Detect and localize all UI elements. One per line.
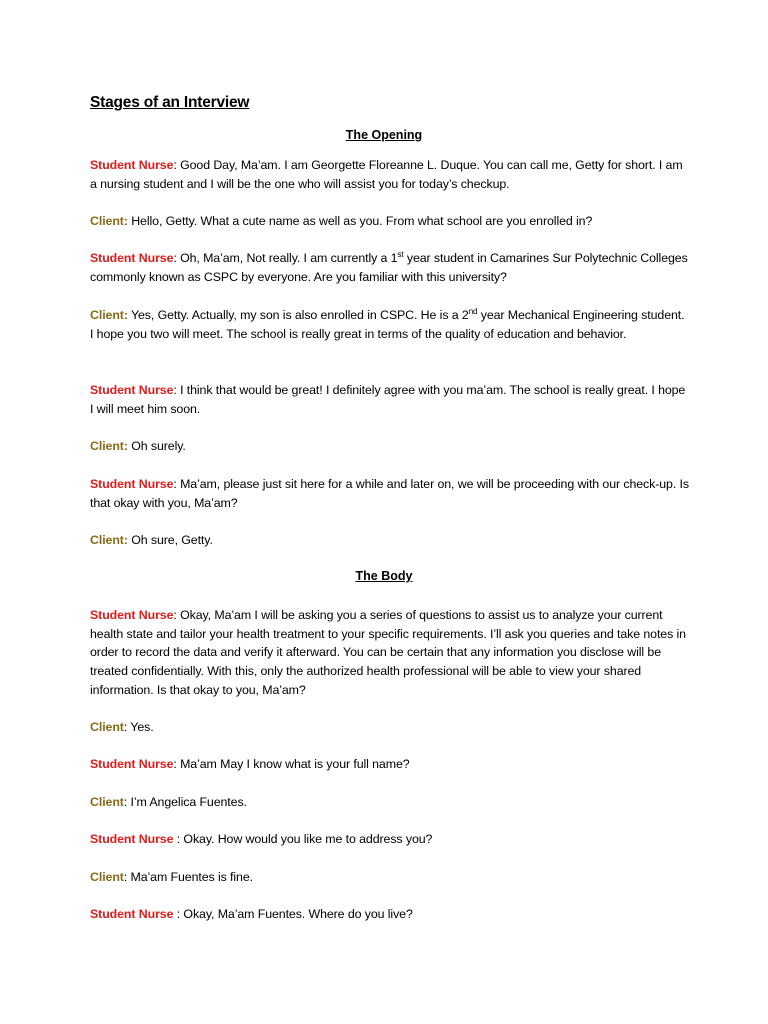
turn-text: Okay. How would you like me to address you? bbox=[180, 832, 433, 846]
speaker-label-student-nurse: Student Nurse bbox=[90, 832, 174, 846]
document-title: Stages of an Interview bbox=[90, 94, 250, 111]
turn-text: Okay, Ma’am I will be asking you a series of questions to assist us to analyze your current health state and tailor your health treatment to your specific requirements. I’ll ask you queries and take notes in order to record the data and verify it afterward. You can be certain that any information you disclose will be treated confidentially. With this, only the authorized health professional will be able to view your shared information. Is that okay to you, Ma’am? bbox=[90, 608, 686, 697]
turn-text: Yes. bbox=[127, 720, 154, 734]
speaker-label-student-nurse: Student Nurse bbox=[90, 757, 174, 771]
speaker-separator: : bbox=[123, 795, 128, 809]
dialogue-turn bbox=[90, 475, 690, 512]
dialogue-turn bbox=[90, 793, 690, 812]
speaker-label-client: Client bbox=[90, 870, 124, 884]
dialogue-turn bbox=[90, 381, 690, 418]
speaker-label-student-nurse: Student Nurse bbox=[90, 251, 174, 265]
section-heading-opening: The Opening bbox=[345, 128, 423, 142]
turn-text-continued: year Mechanical Engineering student. I hope you two will meet. The school is really great in terms of the quality of education and behavior. bbox=[90, 308, 685, 341]
dialogue-turn bbox=[90, 212, 690, 231]
turn-text: Ma’am, please just sit here for a while and later on, we will be proceeding with our check-up. Is that okay with you, Ma’am? bbox=[90, 477, 689, 510]
speaker-label-client: Client: bbox=[90, 214, 128, 228]
dialogue-turn bbox=[90, 905, 690, 924]
speaker-separator: : bbox=[173, 832, 181, 846]
speaker-separator: : bbox=[173, 158, 177, 172]
ordinal-suffix: st bbox=[397, 249, 404, 259]
dialogue-turn bbox=[90, 531, 690, 550]
turn-text: Hello, Getty. What a cute name as well as you. From what school are you enrolled in? bbox=[127, 214, 593, 228]
turn-text: Oh surely. bbox=[127, 439, 186, 453]
dialogue-turn bbox=[90, 830, 690, 849]
turn-text-continued: year student in Camarines Sur Polytechnic Colleges commonly known as CSPC by everyone. Are you familiar with this university? bbox=[90, 251, 688, 284]
speaker-separator: : bbox=[173, 383, 177, 397]
turn-text: Yes, Getty. Actually, my son is also enrolled in CSPC. He is a 2 bbox=[127, 308, 469, 322]
turn-text: I think that would be great! I definitely agree with you ma’am. The school is really great. I hope I will meet him soon. bbox=[90, 383, 686, 416]
speaker-label-client: Client bbox=[90, 795, 124, 809]
dialogue-turn bbox=[90, 437, 690, 456]
speaker-label-student-nurse: Student Nurse bbox=[90, 477, 174, 491]
speaker-label-student-nurse: Student Nurse bbox=[90, 907, 174, 921]
turn-text: Good Day, Ma’am. I am Georgette Floreanne L. Duque. You can call me, Getty for short. I am a nursing student and I will be the one who will assist you for today’s checkup. bbox=[90, 158, 683, 191]
speaker-separator: : bbox=[173, 907, 181, 921]
speaker-separator: : bbox=[173, 608, 177, 622]
turn-text: Oh sure, Getty. bbox=[127, 533, 213, 547]
speaker-label-client: Client: bbox=[90, 533, 128, 547]
turn-text: I’m Angelica Fuentes. bbox=[127, 795, 247, 809]
dialogue-turn bbox=[90, 755, 690, 774]
turn-text: Oh, Ma’am, Not really. I am currently a 1 bbox=[176, 251, 398, 265]
speaker-separator: : bbox=[173, 477, 177, 491]
dialogue-turn bbox=[90, 249, 690, 286]
speaker-separator: : bbox=[173, 757, 177, 771]
section-heading-body: The Body bbox=[355, 569, 413, 583]
speaker-separator: : bbox=[123, 870, 128, 884]
turn-text: Okay, Ma’am Fuentes. Where do you live? bbox=[180, 907, 413, 921]
dialogue-turn bbox=[90, 718, 690, 737]
dialogue-turn bbox=[90, 606, 690, 700]
turn-text: Ma’am May I know what is your full name? bbox=[176, 757, 410, 771]
speaker-separator: : bbox=[123, 720, 128, 734]
ordinal-suffix: nd bbox=[468, 306, 478, 316]
dialogue-turn bbox=[90, 868, 690, 887]
turn-text: Ma’am Fuentes is fine. bbox=[127, 870, 253, 884]
speaker-label-student-nurse: Student Nurse bbox=[90, 158, 174, 172]
speaker-label-client: Client: bbox=[90, 308, 128, 322]
speaker-label-client: Client: bbox=[90, 439, 128, 453]
speaker-label-student-nurse: Student Nurse bbox=[90, 608, 174, 622]
speaker-label-client: Client bbox=[90, 720, 124, 734]
dialogue-turn bbox=[90, 306, 690, 343]
dialogue-turn bbox=[90, 156, 690, 193]
speaker-separator: : bbox=[173, 251, 177, 265]
speaker-label-student-nurse: Student Nurse bbox=[90, 383, 174, 397]
